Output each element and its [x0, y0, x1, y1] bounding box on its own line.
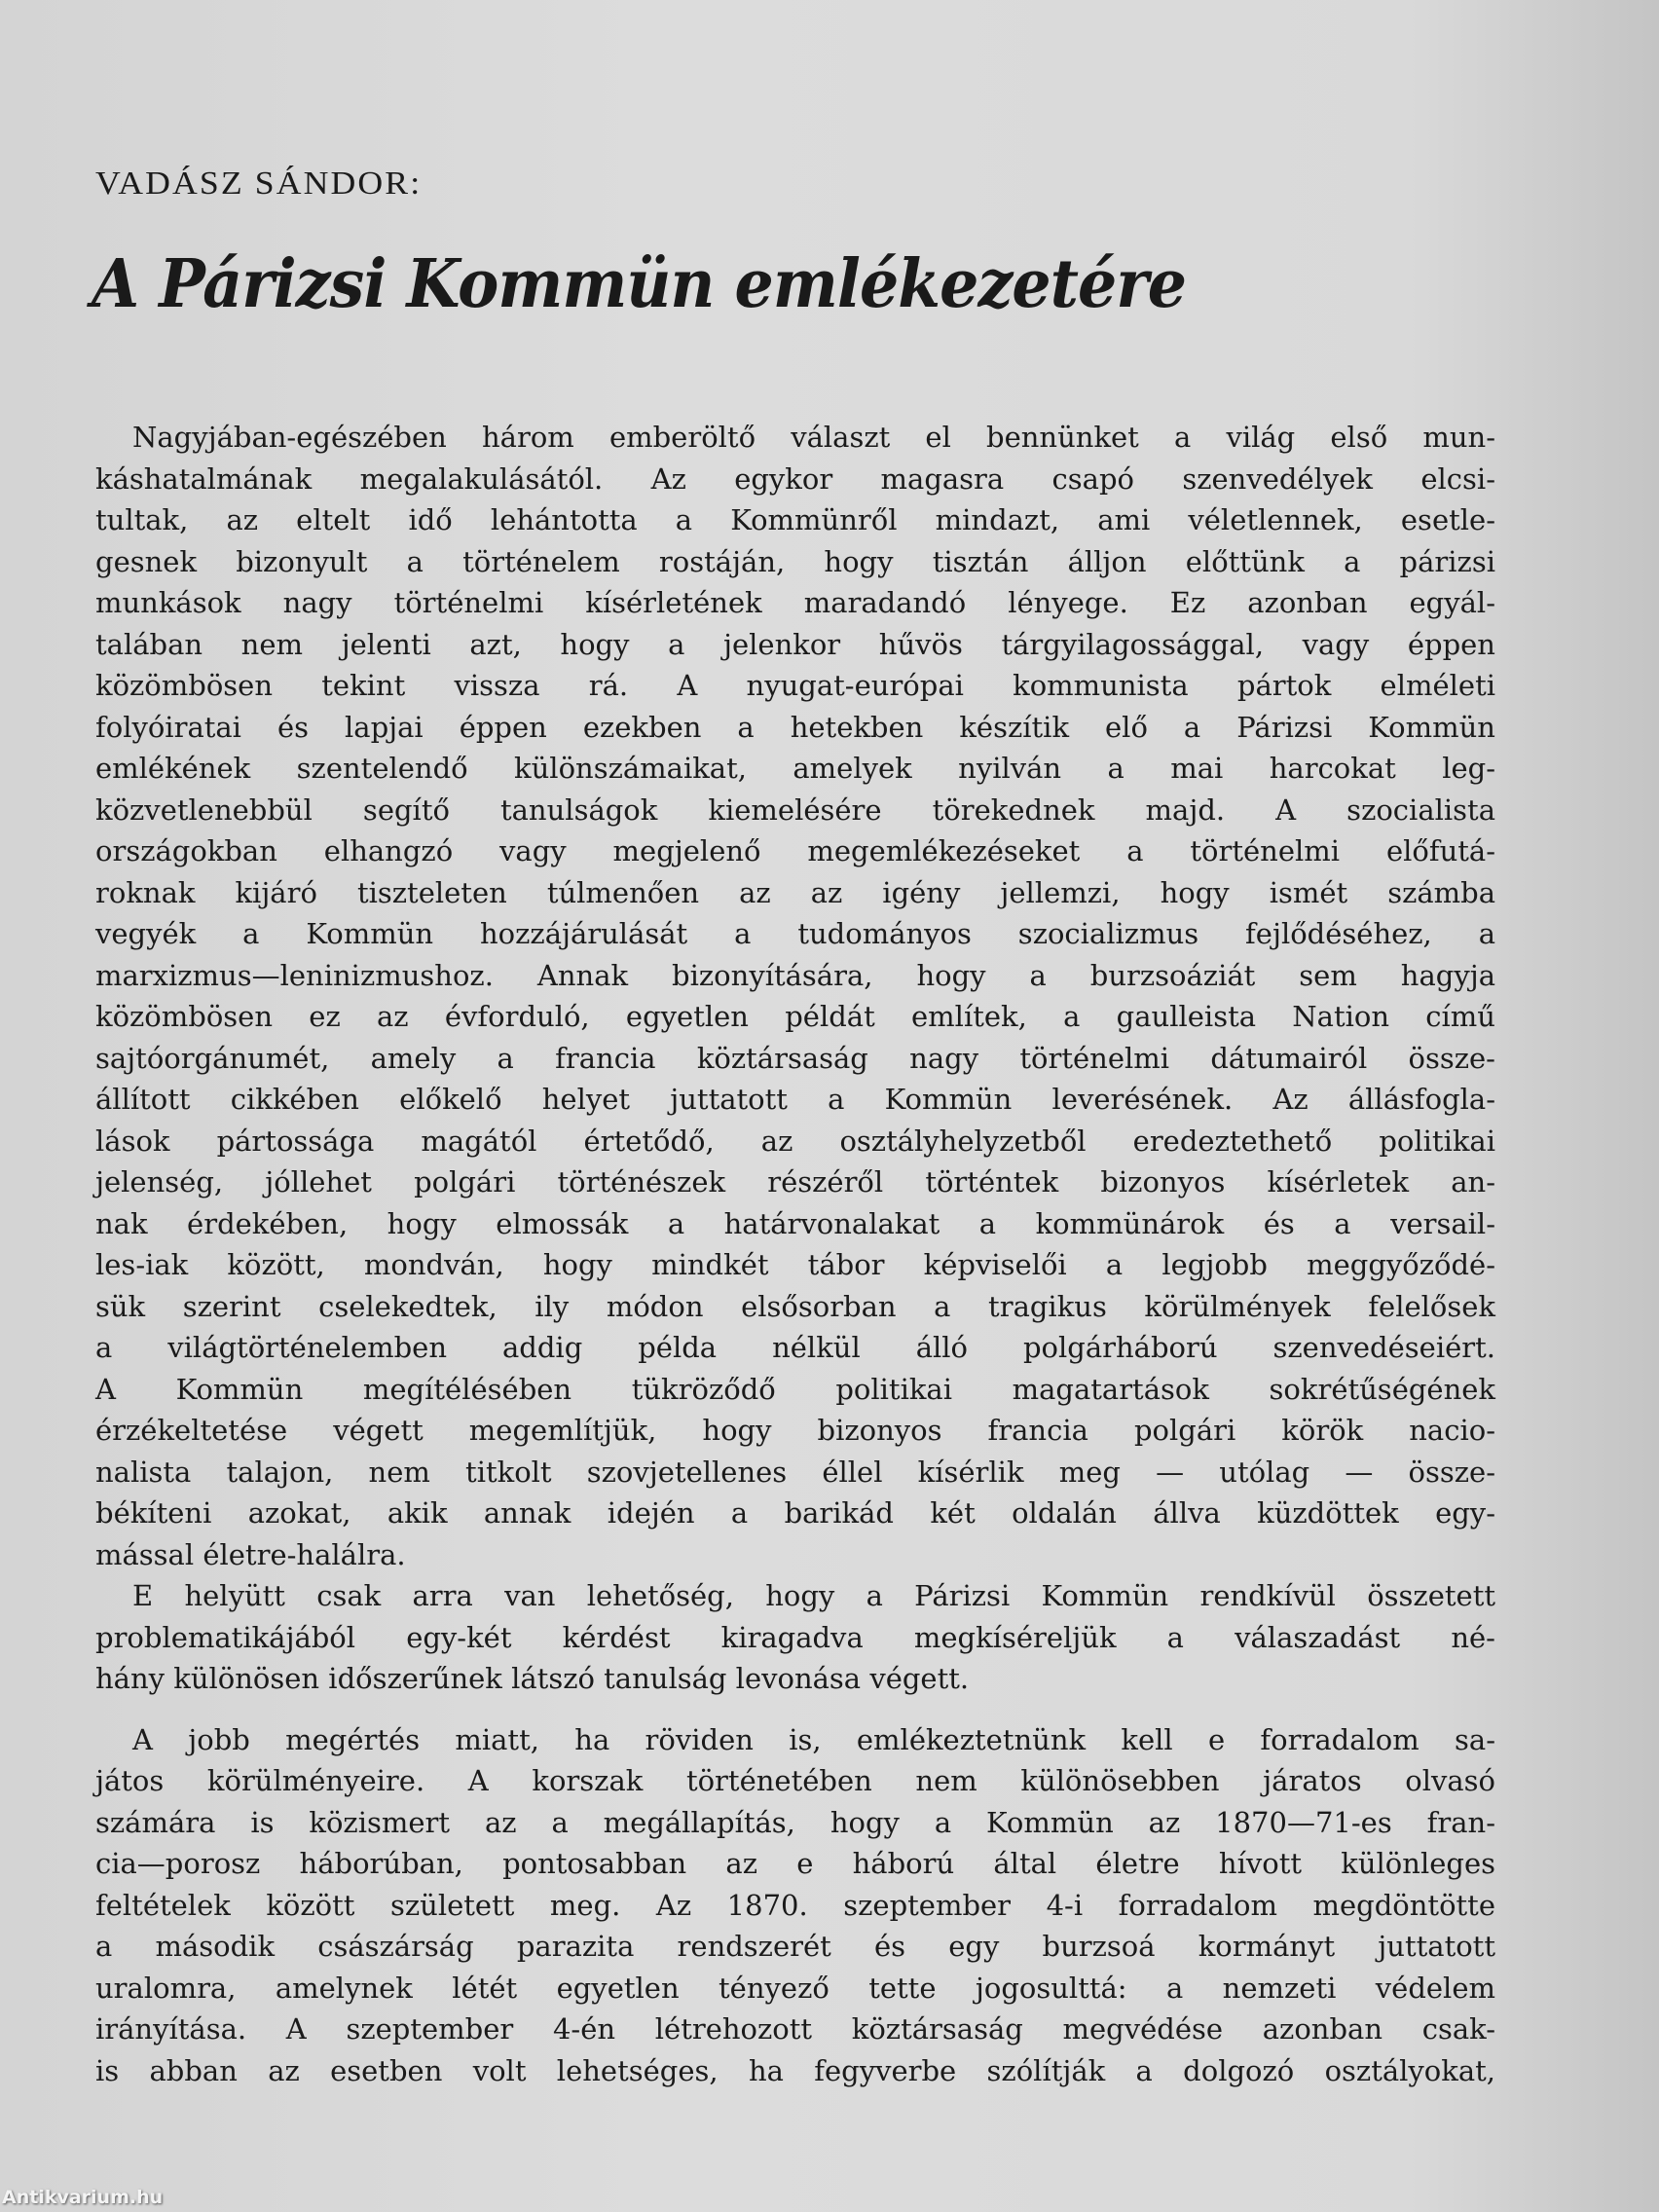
text-line: uralomra, amelynek létét egyetlen tényező tette jogosulttá: a nemzeti védelem — [95, 1971, 1495, 2005]
text-line: közömbösen ez az évforduló, egyetlen példát említek, a gaulleista Nation című — [95, 1000, 1495, 1033]
text-line: állított cikkében előkelő helyet juttatott a Kommün leverésének. Az állásfogla- — [95, 1083, 1495, 1116]
text-line: sük szerint cselekedtek, ily módon elsősorban a tragikus körülmények felelősek — [95, 1289, 1495, 1323]
paragraph — [95, 417, 1495, 1575]
article-body — [95, 417, 1495, 2091]
text-line: tultak, az eltelt idő lehántotta a Kommünről mindazt, ami véletlennek, esetle- — [95, 503, 1495, 536]
text-line: békíteni azokat, akik annak idején a barikád két oldalán állva küzdöttek egy- — [95, 1496, 1495, 1530]
paragraph — [95, 1575, 1495, 1700]
text-line: számára is közismert az a megállapítás, hogy a Kommün az 1870—71-es fran- — [95, 1805, 1495, 1839]
text-line: marxizmus—leninizmushoz. Annak bizonyítására, hogy a burzsoáziát sem hagyja — [95, 958, 1495, 992]
text-line: nak érdekében, hogy elmossák a határvonalakat a kommünárok és a versail- — [95, 1206, 1495, 1240]
text-line: érzékeltetése végett megemlítjük, hogy bizonyos francia polgári körök nacio- — [95, 1414, 1495, 1447]
text-line: jelenség, jóllehet polgári történészek részéről történtek bizonyos kísérletek an- — [95, 1165, 1495, 1198]
text-line: a második császárság parazita rendszerét és egy burzsoá kormányt juttatott — [95, 1930, 1495, 1963]
text-line: problematikájából egy-két kérdést kiragadva megkíséreljük a válaszadást né- — [95, 1620, 1495, 1654]
text-line: munkások nagy történelmi kísérletének maradandó lényege. Ez azonban egyál- — [95, 586, 1495, 619]
text-line: les-iak között, mondván, hogy mindkét tábor képviselői a legjobb meggyőződé- — [95, 1248, 1495, 1281]
text-line: roknak kijáró tiszteleten túlmenően az az igény jellemzi, hogy ismét számba — [95, 875, 1495, 909]
text-line: emlékének szentelendő különszámaikat, amelyek nyilván a mai harcokat leg- — [95, 752, 1495, 785]
watermark: Antikvarium.hu — [2, 2187, 164, 2208]
text-line: vegyék a Kommün hozzájárulását a tudományos szocializmus fejlődéséhez, a — [95, 917, 1495, 950]
text-line: hány különösen időszerűnek látszó tanulság levonása végett. — [95, 1662, 970, 1695]
text-line: A jobb megértés miatt, ha röviden is, emlékeztetnünk kell e forradalom sa- — [132, 1722, 1495, 1756]
text-line: lások pártossága magától értetődő, az osztályhelyzetből eredeztethető politikai — [95, 1124, 1495, 1158]
text-line: sajtóorgánumét, amely a francia köztársaság nagy történelmi dátumairól össze- — [95, 1041, 1495, 1075]
author-name: VADÁSZ SÁNDOR: — [95, 166, 423, 202]
text-line: mással életre-halálra. — [95, 1537, 406, 1571]
text-line: nalista talajon, nem titkolt szovjetellenes éllel kísérlik meg — utólag — össze- — [95, 1455, 1495, 1489]
text-line: országokban elhangzó vagy megjelenő megemlékezéseket a történelmi előfutá- — [95, 834, 1495, 867]
paragraph — [95, 1719, 1495, 2092]
text-line: gesnek bizonyult a történelem rostáján, hogy tisztán álljon előttünk a párizsi — [95, 544, 1495, 578]
text-line: a világtörténelemben addig példa nélkül álló polgárháború szenvedéseiért. — [95, 1331, 1495, 1364]
text-line: A Kommün megítélésében tükröződő politikai magatartások sokrétűségének — [95, 1372, 1495, 1406]
text-line: E helyütt csak arra van lehetőség, hogy a Párizsi Kommün rendkívül összetett — [132, 1579, 1495, 1612]
text-line: talában nem jelenti azt, hogy a jelenkor hűvös tárgyilagossággal, vagy éppen — [95, 627, 1495, 661]
text-line: folyóiratai és lapjai éppen ezekben a hetekben készítik elő a Párizsi Kommün — [95, 710, 1495, 744]
text-line: irányítása. A szeptember 4-én létrehozott köztársaság megvédése azonban csak- — [95, 2012, 1495, 2046]
article-title: A Párizsi Kommün emlékezetére — [92, 245, 1187, 323]
text-line: játos körülményeire. A korszak történetében nem különösebben járatos olvasó — [95, 1764, 1495, 1797]
text-line: közömbösen tekint vissza rá. A nyugat-európai kommunista pártok elméleti — [95, 669, 1495, 702]
text-line: cia—porosz háborúban, pontosabban az e háború által életre hívott különleges — [95, 1847, 1495, 1880]
text-line: feltételek között született meg. Az 1870. szeptember 4-i forradalom megdöntötte — [95, 1888, 1495, 1922]
text-line: közvetlenebbül segítő tanulságok kiemelésére törekednek majd. A szocialista — [95, 793, 1495, 827]
text-line: Nagyjában-egészében három emberöltő választ el bennünket a világ első mun- — [132, 421, 1495, 454]
text-line: is abban az esetben volt lehetséges, ha fegyverbe szólítják a dolgozó osztályokat, — [95, 2053, 1495, 2087]
text-line: káshatalmának megalakulásától. Az egykor magasra csapó szenvedélyek elcsi- — [95, 461, 1495, 496]
